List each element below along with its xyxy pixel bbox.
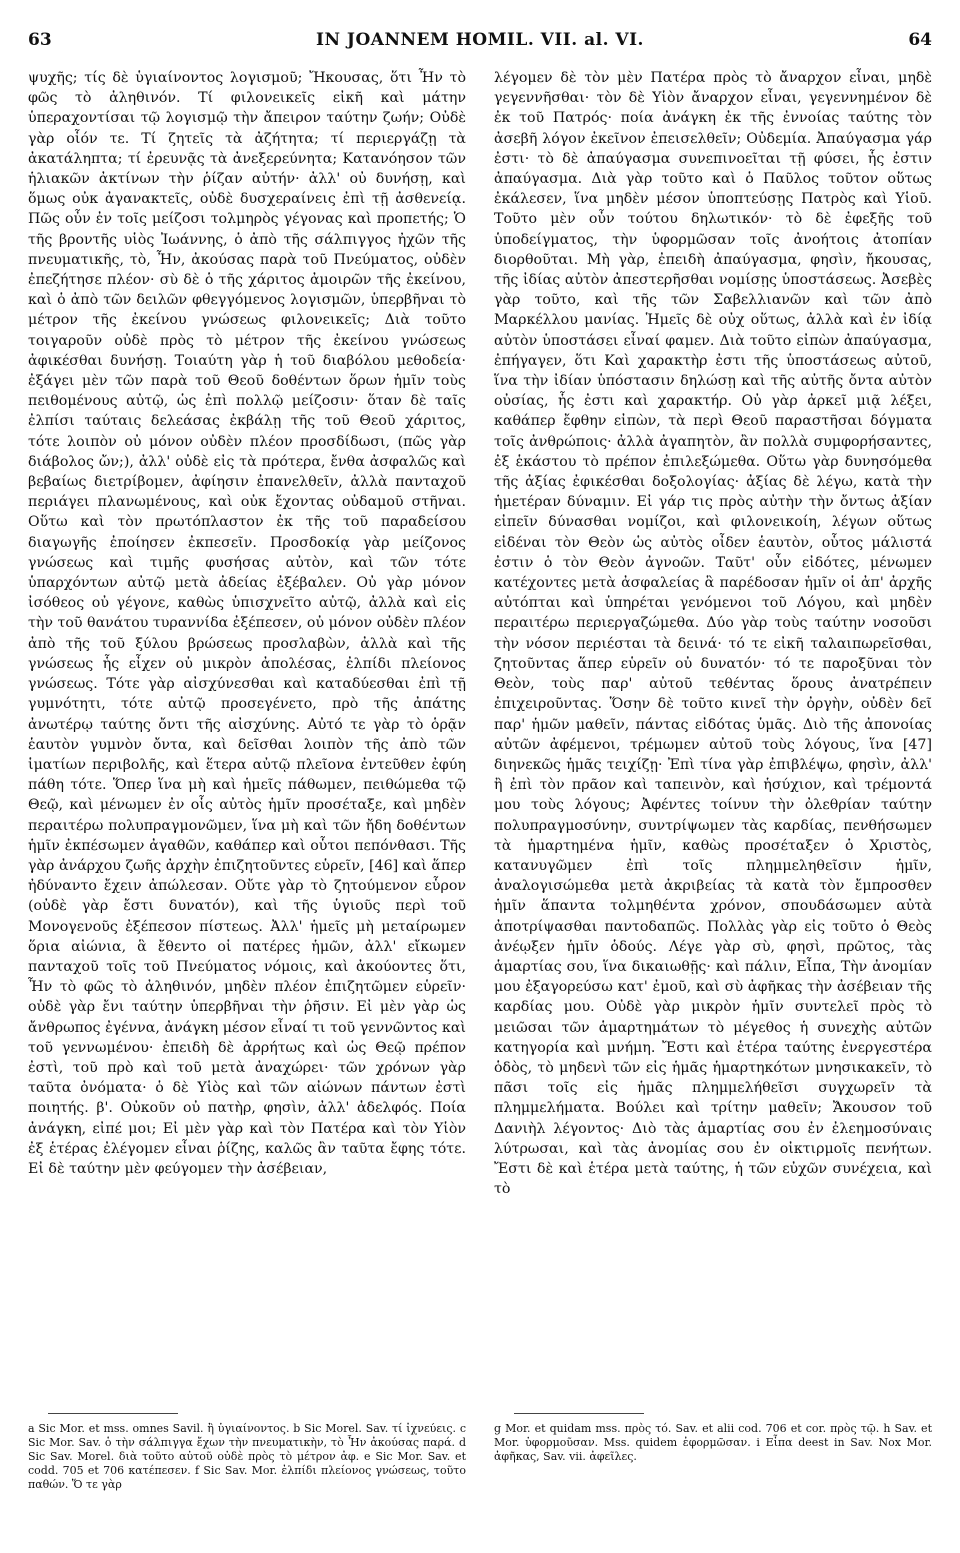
footnote-divider-left [48,1413,178,1414]
page-number-right: 64 [908,30,932,50]
page-number-left: 63 [28,30,52,50]
footnote-divider-right [514,1413,644,1414]
right-column-text: λέγομεν δὲ τὸν μὲν Πατέρα πρὸς τὸ ἄναρχον εἶναι, μηδὲ γεγεννῆσθαι· τὸν δὲ Υἱὸν ἄναρχον εἶναι, γεγεννημένον δὲ ἐκ τοῦ Πατρός· ποία ἀνάγκη ἐκ τῆς ἐννοίας ταύτης τὸν ἀσεβῆ λόγον ἐκεῖνον ἐπεισελθεῖν; Οὐδεμία. Ἀπαύγασμα γάρ ἐστι· τὸ δὲ ἀπαύγασμα συνεπινοεῖται τῇ φύσει, ἧς ἐστιν ἀπαύγασμα. Διὰ γὰρ τοῦτο καὶ ὁ Παῦλος τοῦτον οὕτως ἐκάλεσεν, ἵνα μηδὲν μέσον ὑποπτεύσῃς Πατρὸς καὶ Υἱοῦ. Τοῦτο μὲν οὖν τούτου δηλωτικόν· τὸ δὲ ἐφεξῆς τοῦ ὑποδείγματος, τὴν ὑφορμῶσαν τοῖς ἀνοήτοις ἀτοπίαν διορθοῦται. Μὴ γὰρ, ἐπειδὴ ἀπαύγασμα, φησὶν, ἤκουσας, τῆς ἰδίας αὐτὸν ἀπεστερῆσθαι νομίσῃς ὑποστάσεως. Ἀσεβὲς γὰρ τοῦτο, καὶ τῆς τῶν Σαβελλιανῶν καὶ τῶν ἀπὸ Μαρκέλλου μανίας. Ἡμεῖς δὲ οὐχ οὕτως, ἀλλὰ καὶ ἐν ἰδίᾳ αὐτὸν ὑποστάσει εἶναί φαμεν. Διὰ τοῦτο εἰπὼν ἀπαύγασμα, ἐπήγαγεν, ὅτι Καὶ χαρακτὴρ ἐστι τῆς ὑποστάσεως αὐτοῦ, ἵνα τὴν ἰδίαν ὑπόστασιν δηλώσῃ καὶ τῆς αὐτῆς ὄντα αὐτὸν οὐσίας, ἧς ἐστι καὶ χαρακτήρ. Οὐ γὰρ ἀρκεῖ μιᾷ λέξει, καθάπερ ἔφθην εἰπὼν, τὰ περὶ Θεοῦ παραστῆσαι δόγματα τοῖς ἀνθρώποις· ἀλλὰ ἀγαπητὸν, ἂν πολλὰ συμφορήσαντες, ἐξ ἑκάστου τὸ πρέπον ἐπιλεξώμεθα. Οὕτω γὰρ δυνησόμεθα τῆς ἀξίας ἐφικέσθαι δοξολογίας· ἀξίας δὲ λέγω, κατὰ τὴν ἡμετέραν δύναμιν. Εἰ γάρ τις πρὸς αὐτὴν τὴν ὄντως ἀξίαν εἰπεῖν δύνασθαι νομίζοι, καὶ φιλονεικοίη, λέγων οὕτως εἰδέναι τὸν Θεὸν ὡς αὐτὸς οἶδεν ἑαυτὸν, οὗτος μάλιστά ἐστιν ὁ τὸν Θεὸν ἀγνοῶν. Ταῦτ' οὖν εἰδότες, μένωμεν κατέχοντες μετὰ ἀσφαλείας ἃ παρέδοσαν ἡμῖν οἱ ἀπ' ἀρχῆς αὐτόπται καὶ ὑπηρέται γενόμενοι τοῦ Λόγου, καὶ μηδὲν περαιτέρω περιεργαζώμεθα. Δύο γὰρ τοὺς ταύτην νοσοῦσι τὴν νόσον περιέσται τὰ δεινά· τό τε εἰκῆ ταλαιπωρεῖσθαι, ζητοῦντας ἅπερ εὑρεῖν οὐ δυνατόν· τό τε παροξῦναι τὸν Θεὸν, τοὺς παρ' αὐτοῦ τεθέντας ὅρους ἀνατρέπειν ἐπιχειροῦντας. Ὅσην δὲ τοῦτο κινεῖ τὴν ὀργὴν, οὐδὲν δεῖ παρ' ἡμῶν μαθεῖν, πάντας εἰδότας ὑμᾶς. Διὸ τῆς ἀπονοίας αὐτῶν ἀφέμενοι, τρέμωμεν αὐτοῦ τοὺς λόγους, ἵνα [47] διηνεκῶς ἡμᾶς τειχίζῃ· Ἐπὶ τίνα γὰρ ἐπιβλέψω, φησὶν, ἀλλ' ἢ ἐπὶ τὸν πρᾶον καὶ ταπεινὸν, καὶ ἡσύχιον, καὶ τρέμοντά μου τοὺς λόγους; Ἀφέντες τοίνυν τὴν ὀλεθρίαν ταύτην πολυπραγμοσύνην, συντρίψωμεν τὰς καρδίας, πενθήσωμεν τὰ ἡμαρτημένα ἡμῖν, καθὼς προσέταξεν ὁ Χριστὸς, κατανυγῶμεν ἐπὶ τοῖς πλημμεληθεῖσιν ἡμῖν, ἀναλογισώμεθα μετὰ ἀκριβείας τὰ κατὰ τὸν ἔμπροσθεν ἡμῖν ἅπαντα τολμηθέντα χρόνον, σπουδάσωμεν αὐτὰ ἀποτρίψασθαι παντοδαπῶς. Πολλὰς γὰρ εἰς τοῦτο ὁ Θεὸς ἀνέῳξεν ἡμῖν ὁδούς. Λέγε γὰρ σὺ, φησὶ, πρῶτος, τὰς ἁμαρτίας σου, ἵνα δικαιωθῇς· καὶ πάλιν, Εἶπα, Τὴν ἀνομίαν μου ἐξαγορεύσω κατ' ἐμοῦ, καὶ σὺ ἀφῆκας τὴν ἀσέβειαν τῆς καρδίας μου. Οὐδὲ γὰρ μικρὸν ἡμῖν συντελεῖ πρὸς τὸ μειῶσαι τῶν ἁμαρτημάτων τὸ μέγεθος ἡ συνεχὴς αὐτῶν κατηγορία καὶ μνήμη. Ἔστι καὶ ἑτέρα ταύτης ἐνεργεστέρα ὁδὸς, τὸ μηδενὶ τῶν εἰς ἡμᾶς ἡμαρτηκότων μνησικακεῖν, τὸ πᾶσι τοῖς εἰς ἡμᾶς πλημμελήθεῖσι συγχωρεῖν τὰ πλημμελήματα. Βούλει καὶ τρίτην μαθεῖν; Ἄκουσον τοῦ Δανιὴλ λέγοντος· Διὸ τὰς ἁμαρτίας σου ἐν ἐλεημοσύναις λύτρωσαι, καὶ τὰς ἀνομίας σου ἐν οἰκτιρμοῖς πενήτων. Ἔστι δὲ καὶ ἑτέρα μετὰ ταύτης, ἡ τῶν εὐχῶν συνέχεια, καὶ τὸ [494,70,932,1198]
running-title: IN JOANNEM HOMIL. VII. al. VI. [316,30,644,50]
left-column [28,68,466,1408]
page [28,30,932,1530]
right-column [494,68,932,1408]
running-header [28,30,932,64]
left-column-text: ψυχῆς; τίς δὲ ὑγιαίνοντος λογισμοῦ; Ἤκουσας, ὅτι Ἦν τὸ φῶς τὸ ἀληθινόν. Τί φιλονεικεῖς εἰκῆ καὶ μάτην ὑπεραχοντίσαι τῷ λογισμῷ τὴν ἄπειρον ταύτην ζωήν; Οὐδὲ γὰρ οἷόν τε. Τί ζητεῖς τὰ ἀζήτητα; τί περιεργάζῃ τὰ ἀκατάληπτα; τί ἐρευνᾷς τὰ ἀνεξερεύνητα; Κατανόησον τῶν ἡλιακῶν ἀκτίνων τὴν ῥίζαν αὐτήν· ἀλλ' οὐ δυνήσῃ, καὶ ὅμως οὐκ ἀγανακτεῖς, οὐδὲ δυσχεραίνεις ἐπὶ τῇ ἀσθενείᾳ. Πῶς οὖν ἐν τοῖς μείζοσι τολμηρὸς γέγονας καὶ προπετής; Ὁ τῆς βροντῆς υἱὸς Ἰωάννης, ὁ ἀπὸ τῆς σάλπιγγος ἠχῶν τῆς πνευματικῆς, τὸ, Ἦν, ἀκούσας παρὰ τοῦ Πνεύματος, οὐδὲν ἐπεζήτησε πλέον· σὺ δὲ ὁ τῆς χάριτος ἀμοιρῶν τῆς ἐκείνου, καὶ ὁ ἀπὸ τῶν δειλῶν φθεγγόμενος λογισμῶν, ὑπερβῆναι τὸ μέτρον τῆς ἐκείνου γνώσεως φιλονεικεῖς; Διὰ τοῦτο τοιγαροῦν οὐδὲ πρὸς τὸ μέτρον τῆς ἐκείνου γνώσεως ἀφικέσθαι δυνήσῃ. Τοιαύτη γὰρ ἡ τοῦ διαβόλου μεθοδεία· ἐξάγει μὲν τῶν παρὰ τοῦ Θεοῦ δοθέντων ὅρων ἡμῖν τοὺς πειθομένους αὐτῷ, ὡς ἐπὶ πολλῷ μείζοσιν· ὅταν δὲ ταῖς ἐλπίσι ταύταις δελεάσας ἐκβάλῃ τῆς τοῦ Θεοῦ χάριτος, τότε λοιπὸν οὐ μόνον οὐδὲν πλέον προσδίδωσι, (πῶς γὰρ διάβολος ὤν;), ἀλλ' οὐδὲ εἰς τὰ πρότερα, ἔνθα ἀσφαλῶς καὶ βεβαίως διετρίβομεν, ἀφίησιν ἐπανελθεῖν, ἀλλὰ πανταχοῦ περιάγει πλανωμένους, καὶ οὐκ ἔχοντας οὐδαμοῦ στῆναι. Οὕτω καὶ τὸν πρωτόπλαστον ἐκ τῆς τοῦ παραδείσου διαγωγῆς ἐποίησεν ἐκπεσεῖν. Προσδοκίᾳ γὰρ μείζονος γνώσεως καὶ τιμῆς φυσήσας αὐτὸν, καὶ τῶν τότε ὑπαρχόντων αὐτῷ μετὰ ἀδείας ἐξέβαλεν. Οὐ γὰρ μόνον ἰσόθεος οὐ γέγονε, καθὼς ὑπισχνεῖτο αὐτῷ, ἀλλὰ καὶ εἰς τὴν τοῦ θανάτου τυραννίδα ἐξέπεσεν, οὐ μόνον οὐδὲν πλέον ἀπὸ τῆς τοῦ ξύλου βρώσεως προσλαβὼν, ἀλλὰ καὶ τῆς γνώσεως ἧς εἶχεν οὐ μικρὸν ἀπολέσας, ἐλπίδι πλείονος γνώσεως. Τότε γὰρ αἰσχύνεσθαι καὶ καταδύεσθαι ἐπὶ τῇ γυμνότητι, τότε αὐτῷ προσεγένετο, πρὸ τῆς ἀπάτης ἀνωτέρῳ ταύτης ὄντι τῆς αἰσχύνης. Αὐτό τε γὰρ τὸ ὁρᾷν ἑαυτὸν γυμνὸν ὄντα, καὶ δεῖσθαι λοιπὸν τῆς ἀπὸ τῶν ἱματίων περιβολῆς, καὶ ἕτερα αὐτῷ πλεῖονα ἐντεῦθεν ἐφύη πάθη τότε. Ὅπερ ἵνα μὴ καὶ ἡμεῖς πάθωμεν, πειθώμεθα τῷ Θεῷ, καὶ μένωμεν ἐν οἷς αὐτὸς ἡμῖν προσέταξε, καὶ μηδὲν περαιτέρω πολυπραγμονῶμεν, ἵνα μὴ καὶ τῶν ἤδη δοθέντων ἡμῖν ἐκπέσωμεν ἀγαθῶν, καθάπερ καὶ οὗτοι πεπόνθασι. Τῆς γὰρ ἀνάρχου ζωῆς ἀρχὴν ἐπιζητοῦντες εὑρεῖν, [46] καὶ ἅπερ ἠδύναντο ἔχειν ἀπώλεσαν. Οὔτε γὰρ τὸ ζητούμενον εὗρον (οὐδὲ γὰρ ἔστι δυνατόν), καὶ τῆς ὑγιοῦς περὶ τοῦ Μονογενοῦς ἐξέπεσον πίστεως. Ἀλλ' ἡμεῖς μὴ μεταίρωμεν ὅρια αἰώνια, ἃ ἔθεντο οἱ πατέρες ἡμῶν, ἀλλ' εἴκωμεν πανταχοῦ τοῖς τοῦ Πνεύματος νόμοις, καὶ ἀκούοντες ὅτι, Ἦν τὸ φῶς τὸ ἀληθινόν, μηδὲν πλέον ἐπιζητῶμεν εὑρεῖν· οὐδὲ γὰρ ἔνι ταύτην ὑπερβῆναι τὴν ῥῆσιν. Εἰ μὲν γὰρ ὡς ἄνθρωπος ἐγέννα, ἀνάγκη μέσον εἶναί τι τοῦ γεννῶντος καὶ τοῦ γεννωμένου· ἐπειδὴ δὲ ἀρρήτως καὶ ὡς Θεῷ πρέπον ἐστὶ, τοῦ πρὸ καὶ τοῦ μετὰ ἀναχώρει· τῶν χρόνων γὰρ ταῦτα ὀνόματα· ὁ δὲ Υἱὸς καὶ τῶν αἰώνων πάντων ἐστὶ ποιητής. β'. Οὐκοῦν οὐ πατὴρ, φησὶν, ἀλλ' ἀδελφός. Ποία ἀνάγκη, εἰπέ μοι; Εἰ μὲν γὰρ καὶ τὸν Πατέρα καὶ τὸν Υἱὸν ἐξ ἑτέρας ἐλέγομεν εἶναι ῥίζης, καλῶς ἂν ταῦτα ἔφης τότε. Εἰ δὲ ταύτην μὲν φεύγομεν τὴν ἀσέβειαν, [28,70,466,1177]
footnotes-left: a Sic Mor. et mss. omnes Savil. ἢ ὑγιαίνοντος. b Sic Morel. Sav. τί ἰχνεύεις. c Sic Mor. Sav. ὁ τὴν σάλπιγγα ἔχων τὴν πνευματικὴν, τὸ Ἦν ἀκούσας παρά. d Sic Sav. Morel. διὰ τοῦτο αὐτοῦ οὐδὲ πρὸς τὸ μέτρον ἀφ. e Sic Mor. Sav. et codd. 705 et 706 κατέπεσεν. f Sic Sav. Mor. ἐλπίδι πλείονος γνώσεως, τοῦτο παθών. Ὅ τε γὰρ [28,1422,466,1491]
footnotes-right: g Mor. et quidam mss. πρὸς τό. Sav. et alii cod. 706 et cor. πρὸς τῷ. h Sav. et Mor. ὑφορμοῦσαν. Mss. quidem ἐφορμῶσαν. i Εἶπα deest in Sav. Nox Mor. ἀφῆκας, Sav. vii. ἀφεῖλες. [494,1422,932,1463]
